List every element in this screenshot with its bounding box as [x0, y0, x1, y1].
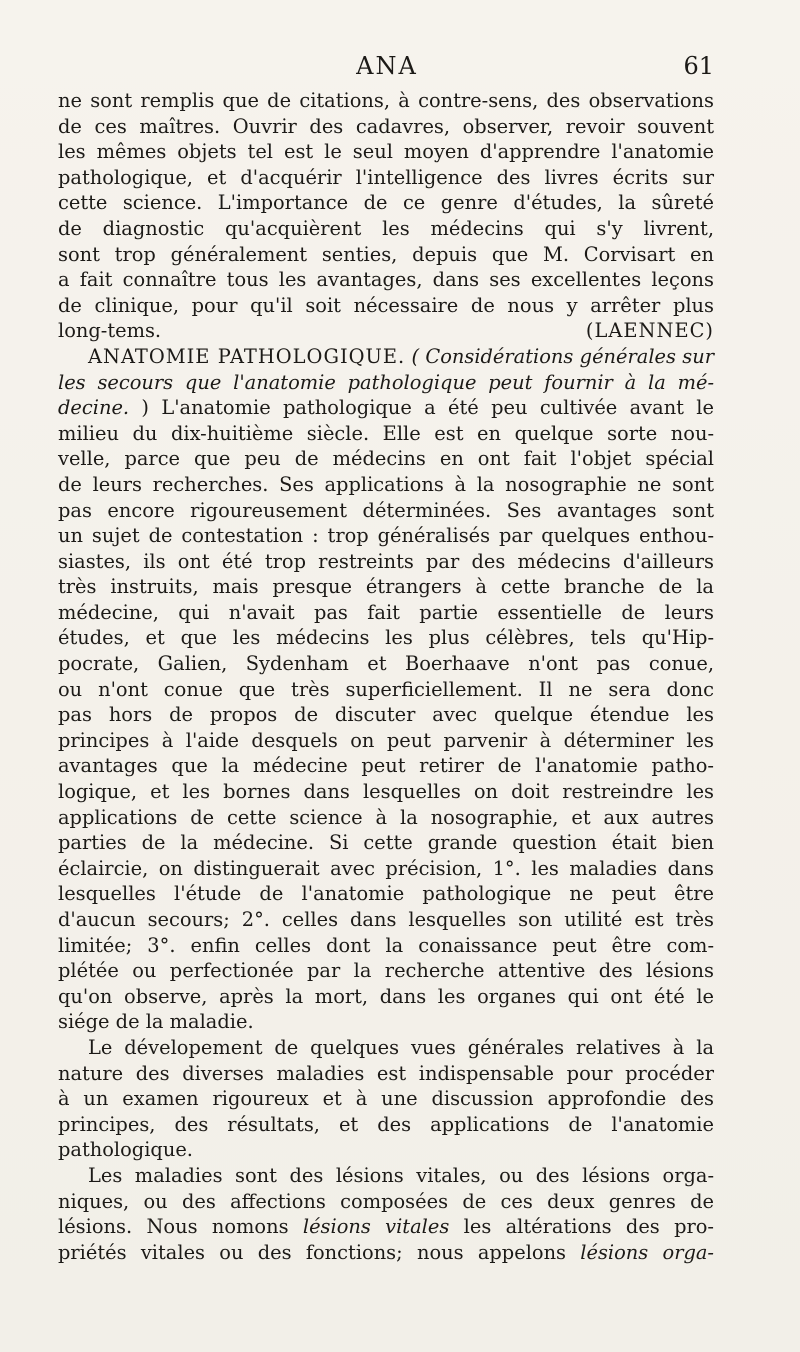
- author-signature: (LAENNEC): [585, 319, 714, 343]
- text-fragment: ) L'anatomie pathologique a été peu cultivée avant le: [141, 396, 714, 420]
- text-line: sont trop généralement senties, depuis que M. Corvisart en: [58, 242, 714, 266]
- article-subtitle: ( Considérations générales sur: [411, 344, 714, 368]
- paragraph-developpement: [58, 1035, 714, 1163]
- text-line: cette science. L'importance de ce genre d'études, la sûreté: [58, 191, 714, 215]
- text-fragment: long-tems.: [58, 319, 162, 343]
- text-line: velle, parce que peu de médecins en ont fait l'objet spécial: [58, 447, 714, 471]
- text-line: éclaircie, on distinguerait avec précision, 1°. les maladies dans: [58, 856, 714, 880]
- text-line: [58, 395, 714, 421]
- text-line: médecine, qui n'avait pas fait partie essentielle de leurs: [58, 600, 714, 624]
- text-line: études, et que les médecins les plus célèbres, tels qu'Hip-: [58, 626, 714, 650]
- text-fragment: lésions. Nous nomons: [58, 1215, 289, 1239]
- text-line: très instruits, mais presque étrangers à cette branche de la: [58, 575, 714, 599]
- text-line: niques, ou des affections composées de ces deux genres de: [58, 1189, 714, 1213]
- page-header: [60, 52, 714, 86]
- body-text: [58, 88, 714, 1265]
- page-number: 61: [683, 52, 714, 80]
- text-line: Le dévelopement de quelques vues générales relatives à la: [88, 1035, 714, 1059]
- text-line: de leurs recherches. Ses applications à la nosographie ne sont: [58, 472, 714, 496]
- text-line: nature des diverses maladies est indispensable pour procéder: [58, 1061, 714, 1085]
- text-line: d'aucun secours; 2°. celles dans lesquelles son utilité est très: [58, 908, 714, 931]
- text-line: à un examen rigoureux et à une discussion approfondie des: [58, 1087, 714, 1111]
- text-line: [58, 370, 714, 396]
- text-line: pathologique, et d'acquérir l'intelligence des livres écrits sur: [58, 165, 714, 189]
- text-line: avantages que la médecine peut retirer de l'anatomie patho-: [58, 754, 714, 778]
- paragraph-anatomie-pathologique: [58, 344, 714, 1035]
- text-line: de ces maîtres. Ouvrir des cadavres, observer, revoir souvent: [58, 114, 714, 138]
- text-line: ou n'ont conue que très superficiellement. Il ne sera donc: [58, 677, 714, 701]
- text-line: limitée; 3°. enfin celles dont la conaissance peut être com-: [58, 933, 714, 957]
- text-line: ne sont remplis que de citations, à contre-sens, des observations: [58, 89, 714, 112]
- text-line: milieu du dix-huitième siècle. Elle est en quelque sorte nou-: [58, 421, 714, 445]
- text-line: les mêmes objets tel est le seul moyen d'apprendre l'anatomie: [58, 140, 714, 164]
- text-line: applications de cette science à la nosographie, et aux autres: [58, 805, 714, 829]
- text-line: Les maladies sont des lésions vitales, ou des lésions orga-: [88, 1163, 714, 1187]
- text-line: a fait connaître tous les avantages, dans ses excellentes leçons: [58, 268, 714, 292]
- text-line: principes, des résultats, et des applications de l'anatomie: [58, 1112, 714, 1136]
- paragraph-maladies: [58, 1163, 714, 1265]
- text-line: [58, 344, 714, 370]
- text-line: qu'on observe, après la mort, dans les organes qui ont été le: [58, 984, 714, 1008]
- text-line: parties de la médecine. Si cette grande question était bien: [58, 831, 714, 855]
- text-line: plétée ou perfectionée par la recherche attentive des lésions: [58, 959, 714, 983]
- text-fragment: les altérations des pro-: [463, 1215, 714, 1239]
- text-line: pathologique.: [58, 1138, 193, 1162]
- text-line: [58, 1214, 714, 1240]
- text-fragment: priétés vitales ou des fonctions; nous appelons: [58, 1240, 567, 1264]
- text-line: pocrate, Galien, Sydenham et Boerhaave n'ont pas conue,: [58, 652, 714, 676]
- text-line: siastes, ils ont été trop restreints par des médecins d'ailleurs: [58, 549, 714, 573]
- text-line: un sujet de contestation : trop généralisés par quelques enthou-: [58, 524, 714, 548]
- text-line: siége de la maladie.: [58, 1010, 254, 1034]
- text-line: de clinique, pour qu'il soit nécessaire de nous y arrêter plus: [58, 293, 714, 317]
- paragraph-laennec-ending: [58, 88, 714, 344]
- italic-term: lésions vitales: [302, 1215, 450, 1239]
- text-line: pas encore rigoureusement déterminées. Ses avantages sont: [58, 498, 714, 522]
- text-line: de diagnostic qu'acquièrent les médecins qui s'y livrent,: [58, 216, 714, 240]
- text-line: pas hors de propos de discuter avec quelque étendue les: [58, 703, 714, 727]
- article-subtitle-end: decine.: [58, 396, 130, 420]
- text-line: lesquelles l'étude de l'anatomie pathologique ne peut être: [58, 882, 714, 906]
- text-line: [58, 318, 714, 344]
- text-line: [58, 1240, 714, 1266]
- italic-term: lésions orga-: [580, 1240, 714, 1264]
- text-line: principes à l'aide desquels on peut parvenir à déterminer les: [58, 728, 714, 752]
- article-heading: ANATOMIE PATHOLOGIQUE.: [88, 344, 406, 368]
- article-subtitle-cont: les secours que l'anatomie pathologique peut fournir à la mé-: [58, 370, 714, 394]
- running-head: ANA: [356, 52, 418, 80]
- text-line: logique, et les bornes dans lesquelles on doit restreindre les: [58, 780, 714, 804]
